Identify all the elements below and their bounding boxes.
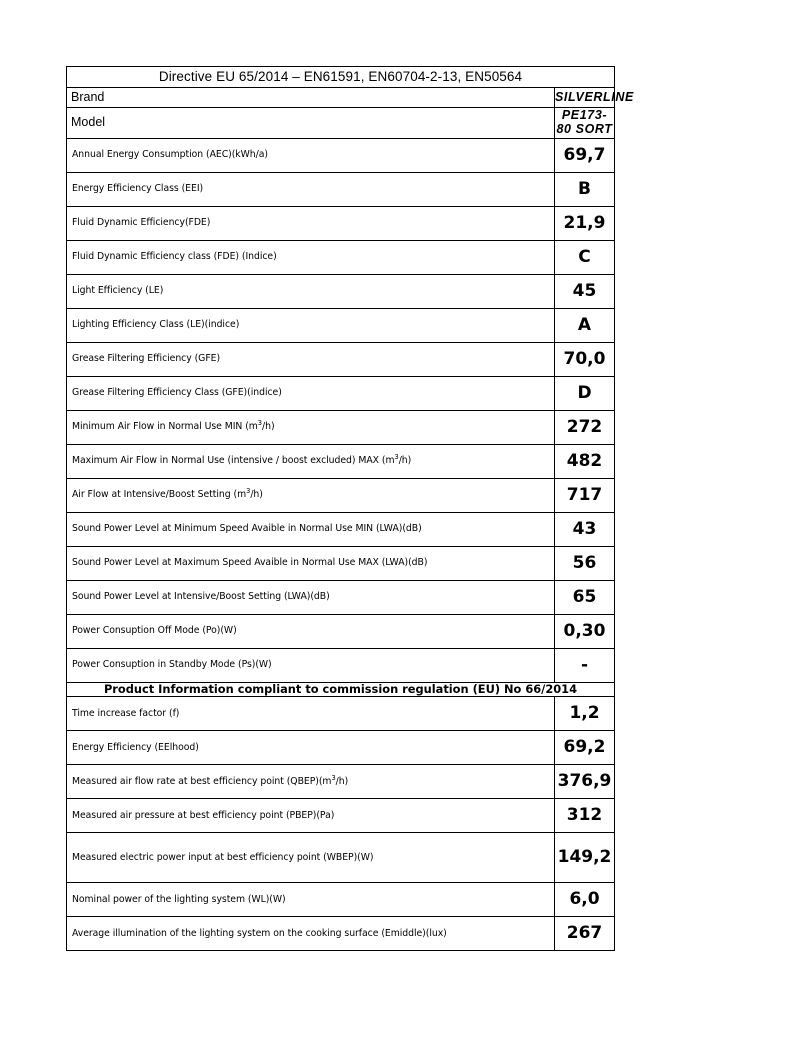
- row-label: Grease Filtering Efficiency (GFE): [67, 342, 555, 376]
- section-header-label: Product Information compliant to commission regulation (EU) No 66/2014: [67, 682, 615, 697]
- row-value: 482: [555, 444, 615, 478]
- row-label: Minimum Air Flow in Normal Use MIN $(m^3/h)$: [67, 410, 555, 444]
- row-label: Energy Efficiency (EElhood): [67, 731, 555, 765]
- table-row: [67, 342, 615, 376]
- table-row: [67, 512, 615, 546]
- product-fiche-table: [66, 66, 634, 951]
- row-value: 0,30: [555, 614, 615, 648]
- row-value: C: [555, 240, 615, 274]
- row-label: Measured air flow rate at best efficiency point $(QBEP)(m^3/h)$: [67, 765, 555, 799]
- row-label: Fluid Dynamic Efficiency(FDE): [67, 206, 555, 240]
- row-value: 56: [555, 546, 615, 580]
- fiche-body: [67, 67, 634, 951]
- table-row: [67, 883, 615, 917]
- row-label: Sound Power Level at Minimum Speed Avaible in Normal Use MIN (LWA)(dB): [67, 512, 555, 546]
- row-label: Measured air pressure at best efficiency point (PBEP)(Pa): [67, 799, 555, 833]
- row-label: Power Consuption Off Mode (Po)(W): [67, 614, 555, 648]
- row-label: Grease Filtering Efficiency Class (GFE)(indice): [67, 376, 555, 410]
- table-row: [67, 614, 615, 648]
- row-label: Energy Efficiency Class (EEI): [67, 172, 555, 206]
- table-row: [67, 731, 615, 765]
- row-label: Sound Power Level at Maximum Speed Avaible in Normal Use MAX (LWA)(dB): [67, 546, 555, 580]
- table-row: [67, 697, 615, 731]
- row-value: 70,0: [555, 342, 615, 376]
- row-value: -: [555, 648, 615, 682]
- brand-value: SILVERLINE: [555, 88, 615, 108]
- table-row: [67, 917, 615, 951]
- row-label: Light Efficiency (LE): [67, 274, 555, 308]
- row-value: 267: [555, 917, 615, 951]
- brand-label: Brand: [67, 88, 555, 108]
- model-row: [67, 108, 615, 139]
- row-label: Maximum Air Flow in Normal Use (intensive / boost excluded) MAX $(m^3/h)$: [67, 444, 555, 478]
- section-header-row: [67, 682, 615, 697]
- row-value: 21,9: [555, 206, 615, 240]
- table-row: [67, 240, 615, 274]
- table-row: [67, 648, 615, 682]
- row-label: Lighting Efficiency Class (LE)(indice): [67, 308, 555, 342]
- document-title: Directive EU 65/2014 – EN61591, EN60704-2-13, EN50564: [67, 67, 615, 88]
- product-fiche-sheet: [66, 66, 634, 951]
- row-label: Nominal power of the lighting system (WL)(W): [67, 883, 555, 917]
- table-row: [67, 765, 615, 799]
- row-value: 376,9: [555, 765, 615, 799]
- table-row: [67, 172, 615, 206]
- row-value: 149,2: [555, 833, 615, 883]
- row-label: Sound Power Level at Intensive/Boost Setting (LWA)(dB): [67, 580, 555, 614]
- table-row: [67, 206, 615, 240]
- table-row: [67, 833, 615, 883]
- row-value: 65: [555, 580, 615, 614]
- table-row: [67, 580, 615, 614]
- table-row: [67, 444, 615, 478]
- table-title-row: [67, 67, 615, 88]
- table-row: [67, 274, 615, 308]
- row-value: 1,2: [555, 697, 615, 731]
- table-row: [67, 799, 615, 833]
- brand-row: [67, 88, 615, 108]
- table-row: [67, 376, 615, 410]
- row-value: 272: [555, 410, 615, 444]
- row-label: Average illumination of the lighting system on the cooking surface (Emiddle)(lux): [67, 917, 555, 951]
- row-value: A: [555, 308, 615, 342]
- row-value: 45: [555, 274, 615, 308]
- row-label: Air Flow at Intensive/Boost Setting $(m^3/h)$: [67, 478, 555, 512]
- table-row: [67, 546, 615, 580]
- table-row: [67, 308, 615, 342]
- row-value: B: [555, 172, 615, 206]
- table-row: [67, 138, 615, 172]
- row-value: 717: [555, 478, 615, 512]
- row-label: Measured electric power input at best efficiency point (WBEP)(W): [67, 833, 555, 883]
- table-row: [67, 478, 615, 512]
- row-label: Fluid Dynamic Efficiency class (FDE) (Indice): [67, 240, 555, 274]
- row-value: D: [555, 376, 615, 410]
- model-label: Model: [67, 108, 555, 139]
- table-row: [67, 410, 615, 444]
- row-value: 312: [555, 799, 615, 833]
- row-value: 6,0: [555, 883, 615, 917]
- row-value: 43: [555, 512, 615, 546]
- row-value: 69,7: [555, 138, 615, 172]
- row-label: Time increase factor (f): [67, 697, 555, 731]
- row-label: Annual Energy Consumption (AEC)(kWh/a): [67, 138, 555, 172]
- row-label: Power Consuption in Standby Mode (Ps)(W): [67, 648, 555, 682]
- model-value: PE173-80 SORT: [555, 108, 615, 139]
- row-value: 69,2: [555, 731, 615, 765]
